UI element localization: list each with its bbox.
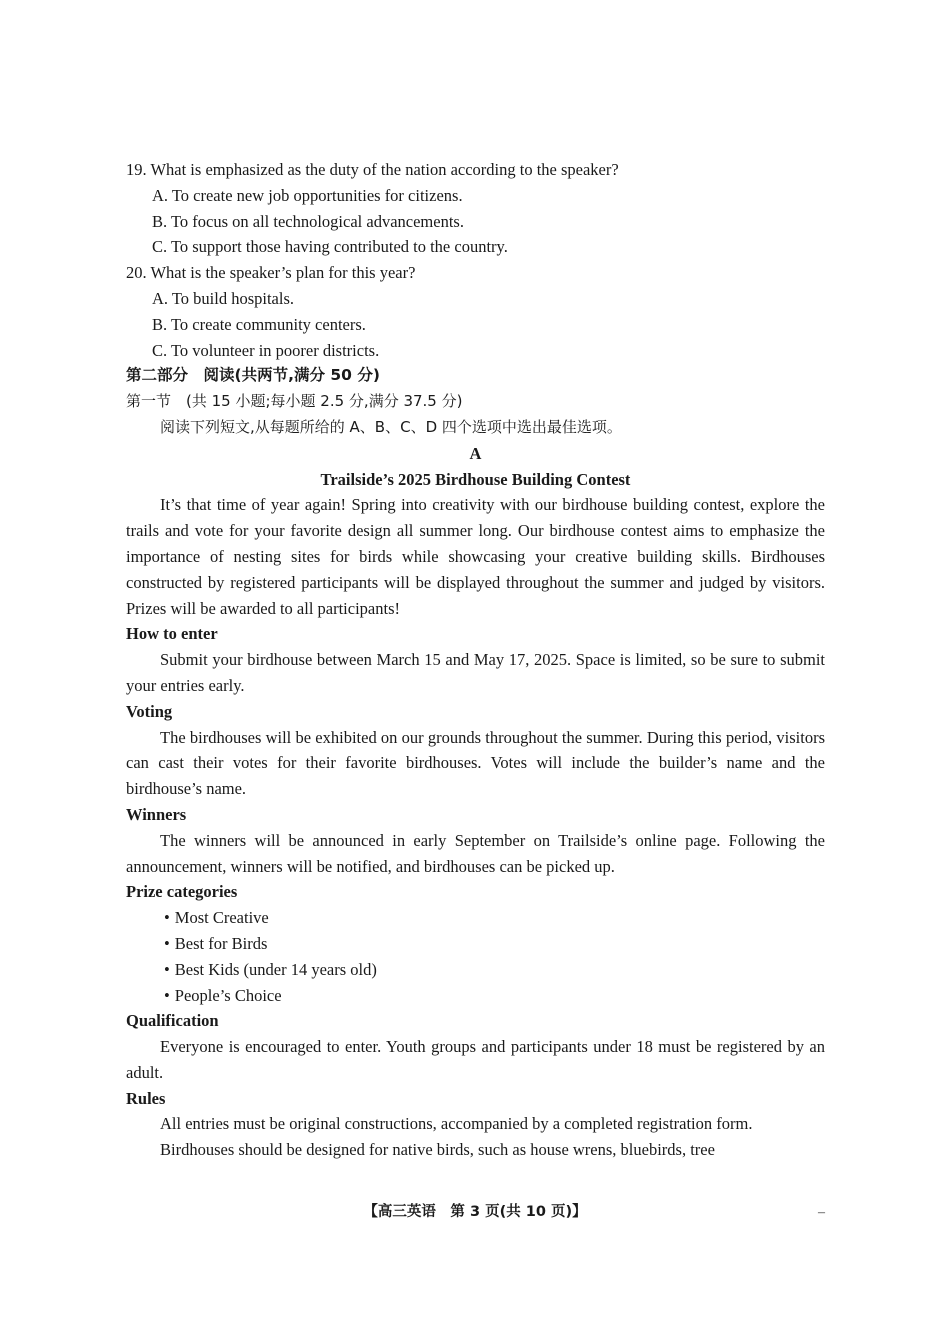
question-20: [126, 260, 825, 363]
reading-instruction: 阅读下列短文,从每题所给的 A、B、C、D 四个选项中选出最佳选项。: [160, 417, 622, 436]
prize-categories-heading: Prize categories: [126, 882, 238, 902]
page-content: [126, 157, 825, 1163]
prize-category-item: • Most Creative: [164, 905, 825, 931]
passage-title: Trailside’s 2025 Birdhouse Building Contest: [320, 469, 631, 489]
voting-heading: Voting: [126, 701, 173, 721]
voting-text: The birdhouses will be exhibited on our grounds throughout the summer. During this period, visitors can cast their votes for their favorite birdhouses. Votes will include the builder’s name and the birdhouse’s name.: [126, 727, 825, 799]
rules-text-1: All entries must be original constructions, accompanied by a completed registration form.: [160, 1114, 753, 1134]
winners-text: The winners will be announced in early September on Trailside’s online page. Following the announcement, winners will be notified, and birdhouses can be picked up.: [126, 830, 825, 876]
prize-category-item: • People’s Choice: [164, 983, 825, 1009]
question-20-option-c: C. To volunteer in poorer districts.: [152, 340, 380, 360]
question-20-stem: 20. What is the speaker’s plan for this year?: [126, 263, 416, 283]
question-19-option-c: C. To support those having contributed to the country.: [152, 237, 508, 257]
prize-categories-list: [126, 905, 825, 1008]
question-20-option-b: B. To create community centers.: [152, 314, 366, 334]
footer-mark: –: [818, 1205, 825, 1220]
qualification-text: Everyone is encouraged to enter. Youth groups and participants under 18 must be registered by an adult.: [126, 1037, 825, 1082]
section-one-title: 第一节 (共 15 小题;每小题 2.5 分,满分 37.5 分): [126, 392, 463, 411]
part-two-title: 第二部分 阅读(共两节,满分 50 分): [126, 366, 380, 385]
question-19-option-a: A. To create new job opportunities for citizens.: [152, 185, 463, 205]
how-to-enter-text: Submit your birdhouse between March 15 and May 17, 2025. Space is limited, so be sure to submit your entries early.: [126, 650, 825, 695]
rules-heading: Rules: [126, 1088, 166, 1108]
question-19-option-b: B. To focus on all technological advancements.: [152, 211, 464, 231]
prize-category-item: • Best Kids (under 14 years old): [164, 957, 825, 983]
page-footer: 【高三英语 第 3 页(共 10 页)】: [363, 1204, 587, 1220]
prize-category-item: • Best for Birds: [164, 931, 825, 957]
question-19: [126, 157, 825, 260]
winners-heading: Winners: [126, 804, 187, 824]
how-to-enter-heading: How to enter: [126, 624, 218, 644]
qualification-heading: Qualification: [126, 1011, 219, 1031]
question-20-option-a: A. To build hospitals.: [152, 288, 295, 308]
rules-text-2: Birdhouses should be designed for native birds, such as house wrens, bluebirds, tree: [160, 1140, 715, 1160]
question-19-stem: 19. What is emphasized as the duty of the nation according to the speaker?: [126, 160, 619, 179]
passage-intro: It’s that time of year again! Spring into creativity with our birdhouse building contest, explore the trails and vote for your favorite design all summer long. Our birdhouse contest aims to emphasize the importance of nesting sites for birds while showcasing your creative building skills. Birdhouses constructed by registered participants will be displayed throughout the summer and judged by visitors. Prizes will be awarded to all participants!: [126, 495, 825, 618]
passage-letter: A: [469, 443, 482, 463]
